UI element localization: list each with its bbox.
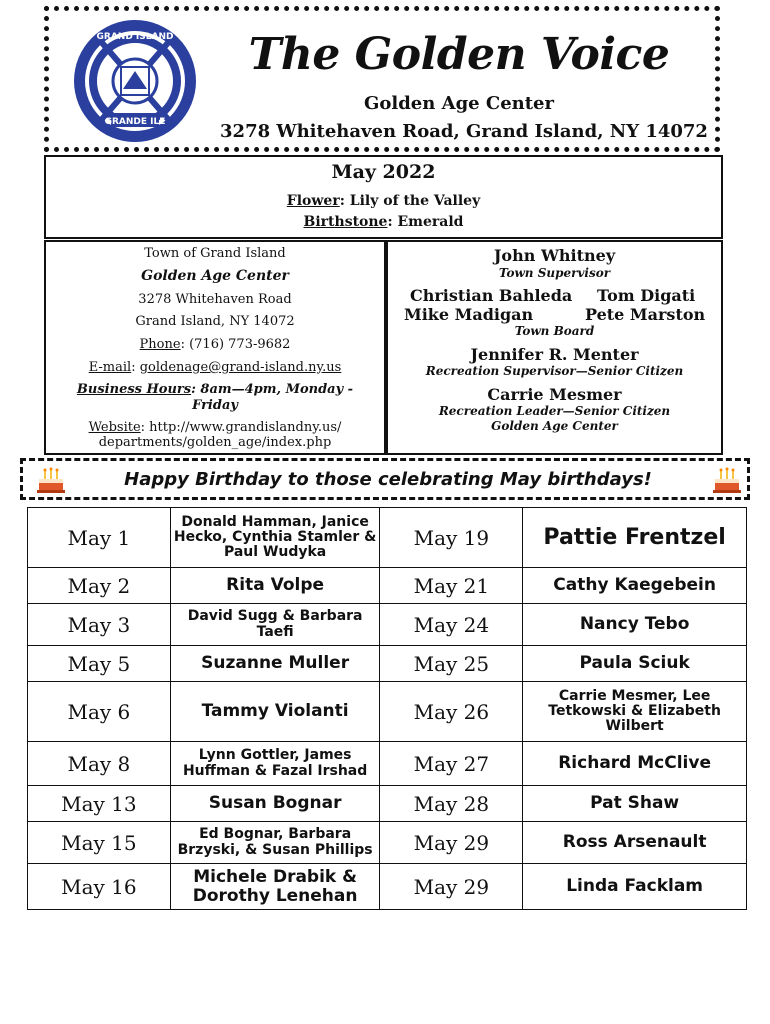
hours-value: : 8am—4pm, Monday - Friday — [191, 382, 354, 413]
board-member-1: Christian Bahleda — [410, 286, 573, 305]
website-value-2[interactable]: departments/golden_age/index.php — [98, 435, 332, 450]
masthead — [44, 6, 720, 152]
birthday-names: Paula Sciuk — [523, 646, 747, 682]
birthday-date: May 29 — [380, 864, 523, 910]
birthday-names: Nancy Tebo — [523, 604, 747, 646]
town-seal-logo — [71, 17, 199, 145]
phone-label: Phone — [139, 337, 181, 352]
birthday-date: May 5 — [28, 646, 171, 682]
birthday-date: May 24 — [380, 604, 523, 646]
rec-leader-role: Recreation Leader—Senior Citizen — [438, 404, 671, 418]
birthday-names: Linda Facklam — [523, 864, 747, 910]
contact-info-box — [44, 240, 386, 455]
birthday-date: May 26 — [380, 682, 523, 742]
table-row — [28, 822, 747, 864]
birthday-names: Lynn Gottler, James Huffman & Fazal Irshad — [170, 742, 380, 786]
hours-label: Business Hours — [76, 382, 192, 397]
birthday-date: May 13 — [28, 786, 171, 822]
organization-name: Golden Age Center — [364, 93, 554, 114]
birthday-names: Carrie Mesmer, Lee Tetkowski & Elizabeth Wilbert — [523, 682, 747, 742]
birthday-names: Michele Drabik & Dorothy Lenehan — [170, 864, 380, 910]
flower-value: : Lily of the Valley — [339, 193, 481, 209]
birthday-date: May 8 — [28, 742, 171, 786]
contact-hours — [46, 382, 384, 414]
month-info-box — [44, 155, 723, 239]
birthstone-value: : Emerald — [387, 214, 464, 230]
supervisor-role: Town Supervisor — [498, 266, 611, 280]
birthday-names: David Sugg & Barbara Taefi — [170, 604, 380, 646]
month-birthstone — [46, 214, 721, 230]
birthday-names: Richard McClive — [523, 742, 747, 786]
logo-text-bottom: GRANDE ILE — [104, 117, 166, 127]
birthday-date: May 1 — [28, 508, 171, 568]
board-member-4: Pete Marston — [585, 305, 706, 324]
contact-phone — [46, 337, 384, 352]
organization-address: 3278 Whitehaven Road, Grand Island, NY 14072 — [220, 121, 708, 142]
birthday-date: May 16 — [28, 864, 171, 910]
birthday-date: May 27 — [380, 742, 523, 786]
birthday-date: May 25 — [380, 646, 523, 682]
table-row — [28, 742, 747, 786]
logo-text-top: GRAND ISLAND — [96, 32, 174, 42]
birthday-names: Pattie Frentzel — [523, 508, 747, 568]
month-flower — [46, 193, 721, 209]
birthday-date: May 15 — [28, 822, 171, 864]
birthday-names: Susan Bognar — [170, 786, 380, 822]
contact-town: Town of Grand Island — [144, 246, 286, 261]
rec-leader-name: Carrie Mesmer — [487, 385, 622, 404]
birthday-date: May 3 — [28, 604, 171, 646]
table-row — [28, 864, 747, 910]
table-row — [28, 786, 747, 822]
contact-email: E-mail: goldenage@grand-island.ny.us — [88, 360, 342, 375]
birthday-banner — [20, 458, 750, 500]
birthday-date: May 29 — [380, 822, 523, 864]
birthday-names: Suzanne Muller — [170, 646, 380, 682]
table-row — [28, 682, 747, 742]
contact-website — [46, 420, 384, 450]
birthday-names: Ed Bognar, Barbara Brzyski, & Susan Phillips — [170, 822, 380, 864]
birthday-names: Rita Volpe — [170, 568, 380, 604]
birthday-names: Donald Hamman, Janice Hecko, Cynthia Stamler & Paul Wudyka — [170, 508, 380, 568]
birthday-cake-icon — [711, 465, 743, 495]
flower-label: Flower — [286, 193, 340, 209]
contact-city: Grand Island, NY 14072 — [135, 314, 295, 329]
birthday-names: Pat Shaw — [523, 786, 747, 822]
rec-supervisor-name: Jennifer R. Menter — [470, 345, 639, 364]
email-label: E-mail — [88, 360, 132, 375]
board-member-2: Tom Digati — [597, 286, 696, 305]
table-row — [28, 568, 747, 604]
birthday-names: Ross Arsenault — [523, 822, 747, 864]
birthday-date: May 2 — [28, 568, 171, 604]
birthday-names: Cathy Kaegebein — [523, 568, 747, 604]
month-heading: May 2022 — [331, 161, 436, 183]
staff-box — [386, 240, 723, 455]
birthday-date: May 19 — [380, 508, 523, 568]
email-link[interactable]: goldenage@grand-island.ny.us — [139, 360, 342, 375]
newsletter-title: The Golden Voice — [248, 29, 670, 80]
contact-center-name: Golden Age Center — [141, 268, 289, 284]
rec-supervisor-role: Recreation Supervisor—Senior Citizen — [425, 364, 684, 378]
phone-value: : (716) 773-9682 — [180, 337, 291, 352]
supervisor-name: John Whitney — [493, 246, 616, 265]
birthday-cake-icon — [35, 465, 67, 495]
board-member-3: Mike Madigan — [404, 305, 534, 324]
table-row — [28, 508, 747, 568]
birthday-date: May 6 — [28, 682, 171, 742]
birthday-names: Tammy Violanti — [170, 682, 380, 742]
contact-street: 3278 Whitehaven Road — [138, 292, 292, 307]
birthstone-label: Birthstone — [303, 214, 388, 230]
table-row — [28, 604, 747, 646]
birthday-banner-text: Happy Birthday to those celebrating May birthdays! — [124, 469, 652, 490]
table-row — [28, 646, 747, 682]
website-value[interactable]: : http://www.grandislandny.us/ — [140, 420, 342, 435]
birthday-date: May 21 — [380, 568, 523, 604]
birthday-table — [27, 507, 747, 910]
website-label: Website — [88, 420, 141, 435]
rec-leader-center: Golden Age Center — [491, 419, 618, 433]
board-role: Town Board — [514, 324, 595, 338]
birthday-date: May 28 — [380, 786, 523, 822]
